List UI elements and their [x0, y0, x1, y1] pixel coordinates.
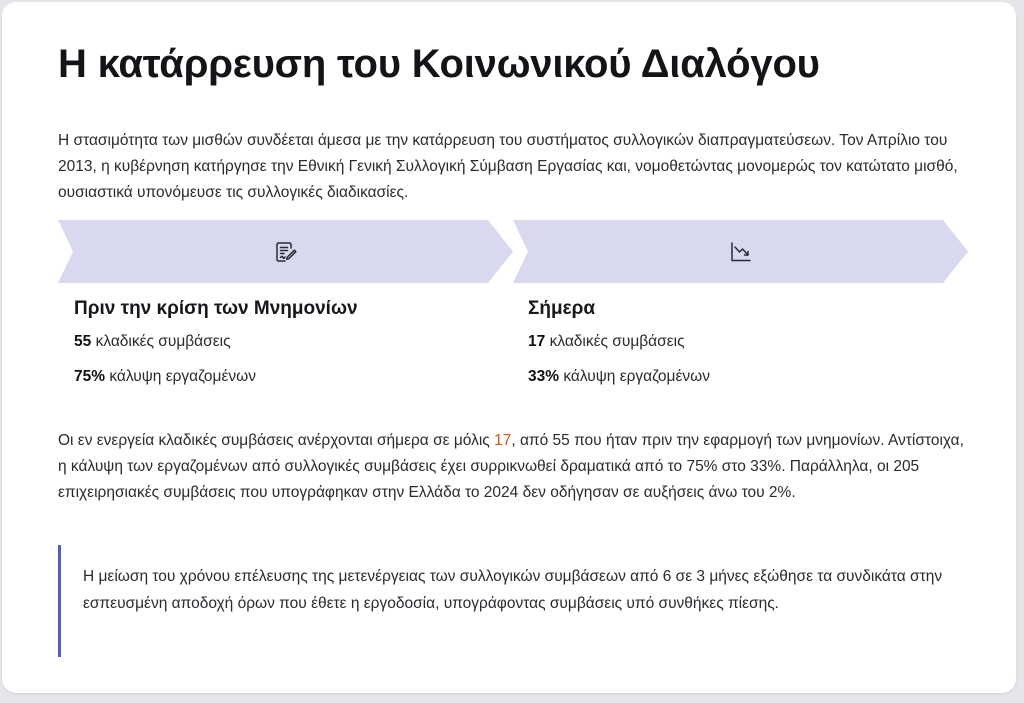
stat-coverage — [74, 367, 494, 402]
timeline-column-before — [74, 298, 494, 402]
stat-label: κάλυψη εργαζομένων — [563, 368, 710, 385]
stat-label: κάλυψη εργαζομένων — [109, 368, 256, 385]
body-paragraph — [58, 428, 968, 506]
timeline-chevron-before — [58, 220, 513, 283]
timeline-column-today — [528, 298, 948, 402]
timeline-heading: Πριν την κρίση των Μνημονίων — [74, 298, 358, 319]
stat-label: κλαδικές συμβάσεις — [95, 333, 231, 350]
stat-value: 17 — [528, 333, 546, 350]
timeline-heading: Σήμερα — [528, 298, 596, 319]
intro-paragraph: Η στασιμότητα των μισθών συνδέεται άμεσα με την κατάρρευση του συστήματος συλλογικών διαπραγματεύσεων. Τον Απρίλιο του 2013, η κυβέρνηση κατήργησε την Εθνική Γενική Συλλογική Σύμβαση Εργασίας και, νομοθετώντας μονομερώς τον κατώτατο μισθό, ουσιαστικά υπονόμευσε τις συλλογικές διαδικασίες. — [58, 132, 958, 201]
stat-agreements — [74, 332, 494, 367]
highlight-number: 17 — [494, 432, 512, 449]
body-text-end: , από 55 που ήταν πριν την εφαρμογή των μνημονίων. Αντίστοιχα, η κάλυψη των εργαζομένων από συλλογικές συμβάσεις έχει συρρικνωθεί δραματικά από το 75% στο 33%. Παράλληλα, οι 205 επιχειρησιακές συμβάσεις που υπογράφηκαν στην Ελλάδα το 2024 δεν οδήγησαν σε αυξήσεις άνω του 2%. — [58, 432, 964, 501]
stat-label: κλαδικές συμβάσεις — [549, 333, 685, 350]
quote-text: Η μείωση του χρόνου επέλευσης της μετενέργειας των συλλογικών συμβάσεων από 6 σε 3 μήνες εξώθησε τα συνδικάτα στην εσπευσμένη αποδοχή όρων που έθετε η εργοδοσία, υπογράφοντας συμβάσεις υπό συνθήκες πίεσης. — [83, 568, 943, 612]
signed-document-icon — [273, 239, 299, 265]
stat-value: 33% — [528, 368, 560, 385]
stat-agreements — [528, 332, 948, 367]
stat-value: 75% — [74, 368, 106, 385]
page-title: Η κατάρρευση του Κοινωνικού Διαλόγου — [58, 42, 820, 86]
stat-value: 55 — [74, 333, 92, 350]
blockquote — [58, 545, 951, 657]
timeline-chevron-today — [513, 220, 968, 283]
content-card — [2, 2, 1016, 693]
trend-down-icon — [728, 239, 754, 265]
body-text-start: Οι εν ενεργεία κλαδικές συμβάσεις ανέρχονται σήμερα σε μόλις — [58, 432, 495, 449]
stat-coverage — [528, 367, 948, 402]
